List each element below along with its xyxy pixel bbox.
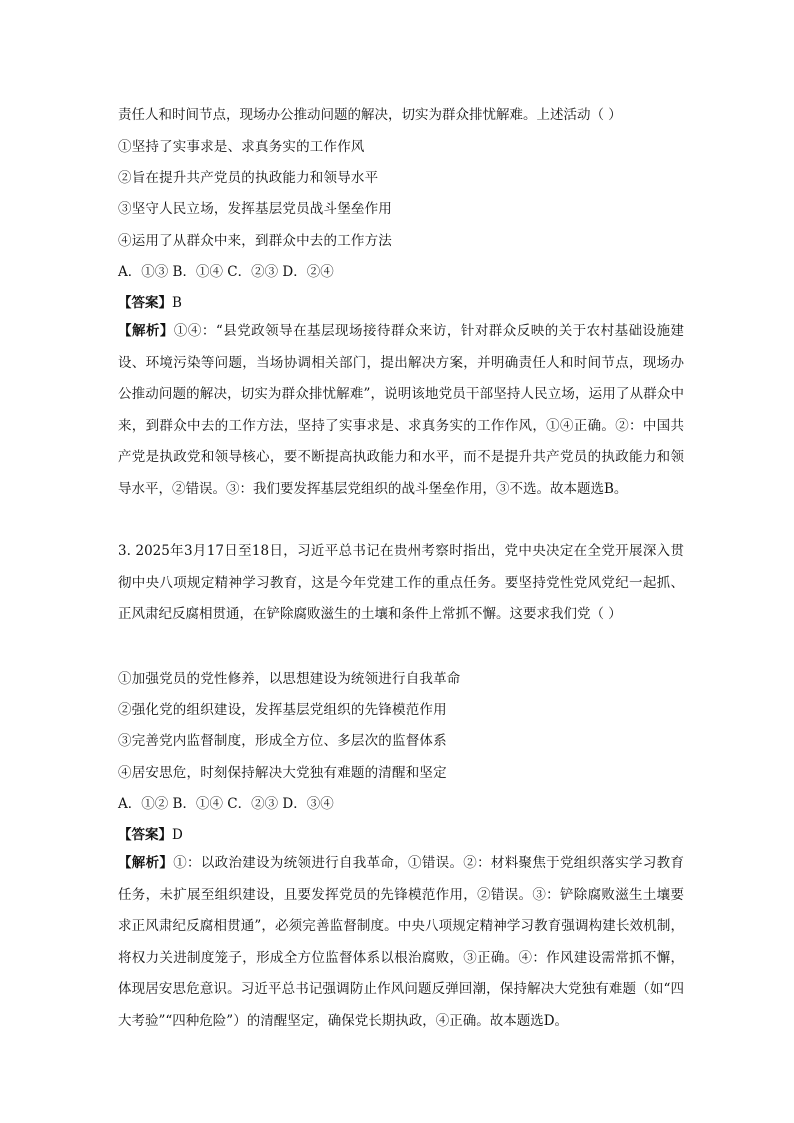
option-1: ①坚持了实事求是、求真务实的工作作风 (118, 139, 365, 155)
option-4: ④居安思危，时刻保持解决大党独有难题的清醒和坚定 (118, 765, 447, 781)
option-3: ③坚守人民立场，发挥基层党员战斗堡垒作用 (118, 201, 392, 217)
analysis-label: 【解析】 (118, 323, 174, 339)
analysis-paragraph (118, 848, 684, 1038)
option-2: ②旨在提升共产党员的执政能力和领导水平 (118, 170, 379, 186)
option-3: ③完善党内监督制度，形成全方位、多层次的监督体系 (118, 733, 447, 749)
answer-value: B (172, 295, 182, 311)
option-4: ④运用了从群众中来，到群众中去的工作方法 (118, 233, 392, 249)
answer-choices: A．①③ B．①④ C．②③ D．②④ (118, 264, 334, 280)
answer-label: 【答案】 (118, 295, 172, 311)
question-stem: 3. 2025年3月17日至18日，习近平总书记在贵州考察时指出，党中央决定在全党开展深入贯彻中央八项规定精神学习教育，这是今年党建工作的重点任务。要坚持党性党风党纪一起抓、正风肃纪反腐相贯通，在铲除腐败滋生的土壤和条件上常抓不懈。这要求我们党（ ） (118, 543, 684, 622)
answer-label: 【答案】 (118, 827, 172, 843)
answer-line (118, 291, 698, 311)
analysis-paragraph (118, 316, 684, 531)
option-1: ①加强党员的党性修养，以思想建设为统领进行自我革命 (118, 671, 461, 687)
answer-value: D (172, 827, 183, 843)
answer-line (118, 823, 698, 843)
question-stem: 责任人和时间节点，现场办公推动问题的解决，切实为群众排忧解难。上述活动（ ） (118, 107, 622, 123)
analysis-label: 【解析】 (118, 855, 174, 871)
option-2: ②强化党的组织建设，发挥基层党组织的先锋模范作用 (118, 702, 447, 718)
analysis-text: ①④：“县党政领导在基层现场接待群众来访，针对群众反映的关于农村基础设施建设、环境污染等问题，当场协调相关部门，提出解决方案，并明确责任人和时间节点，现场办公推动问题的解决，切实为群众排忧解难”，说明该地党员干部坚持人民立场，运用了从群众中来，到群众中去的工作方法，坚持了实事求是、求真务实的工作作风，①④正确。②：中国共产党是执政党和领导核心，要不断提高执政能力和水平，而不是提升共产党员的执政能力和领导水平，②错误。③：我们要发挥基层党组织的战斗堡垒作用，③不选。故本题选B。 (118, 323, 684, 497)
answer-choices: A．①② B．①④ C．②③ D．③④ (118, 796, 334, 812)
analysis-text: ①：以政治建设为统领进行自我革命，①错误。②：材料聚焦于党组织落实学习教育任务，未扩展至组织建设，且要发挥党员的先锋模范作用，②错误。③：铲除腐败滋生土壤要求正风肃纪反腐相贯通”，必须完善监督制度。中央八项规定精神学习教育强调构建长效机制，将权力关进制度笼子，形成全方位监督体系以根治腐败，③正确。④：作风建设需常抓不懈，体现居安思危意识。习近平总书记强调防止作风问题反弹回潮，保持解决大党独有难题（如“四大考验”“四种危险”）的清醒坚定，确保党长期执政，④正确。故本题选D。 (118, 855, 684, 1029)
